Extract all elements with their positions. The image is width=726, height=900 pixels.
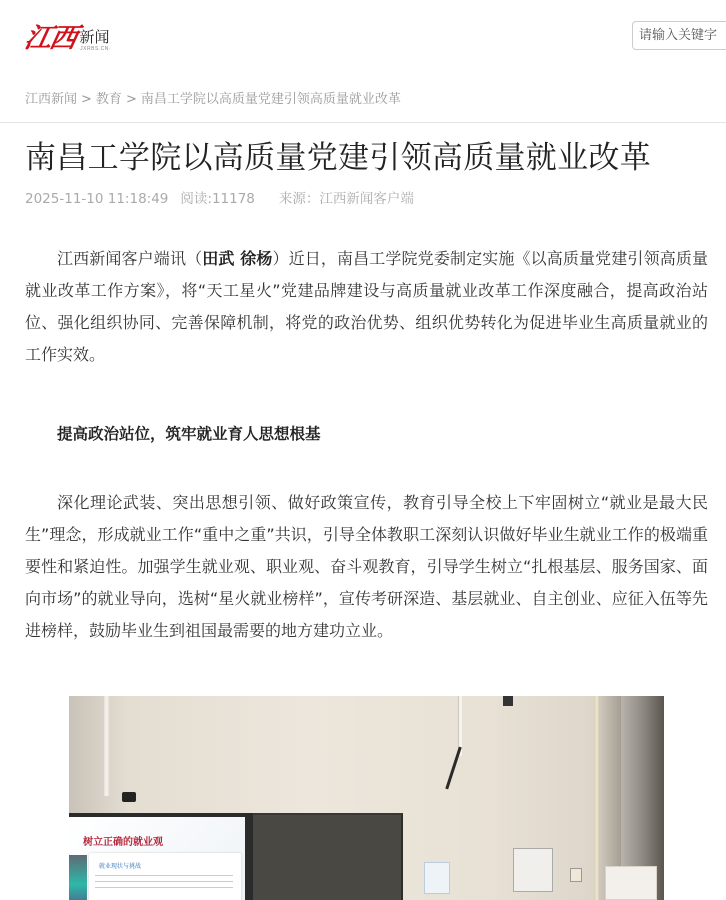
logo-mark: 江西 [21,23,79,54]
slide-image [69,855,87,900]
photo-vertical-pipe [594,696,600,900]
breadcrumb-home[interactable]: 江西新闻 [25,92,78,107]
photo-display-screen [69,813,253,900]
read-count: 阅读:11178 [180,191,255,207]
photo-sensor [122,792,136,802]
photo-wall-box [513,848,553,892]
breadcrumb-current: 南昌工学院以高质量党建引领高质量就业改革 [140,92,401,107]
photo-cabinet [605,866,657,900]
article-source: 来源：江西新闻客户端 [278,191,414,207]
article-paragraph-1 [25,243,708,371]
search-input[interactable] [632,21,726,50]
article-meta [25,189,414,209]
breadcrumb-separator: > [81,92,92,107]
breadcrumb [25,90,401,110]
site-logo[interactable] [21,18,112,54]
photo-sign [424,862,450,894]
article-subheading: 提高政治站位，筑牢就业育人思想根基 [57,425,321,443]
slide-subtitle: 就业现状与挑战 [99,863,142,870]
author-names: 田武 徐杨 [202,249,273,268]
site-header [0,0,726,75]
photo-camera [503,696,513,706]
logo-text: 新闻 [79,28,110,46]
slide-title: 树立正确的就业观 [83,837,163,848]
photo-wall-pipe [104,696,110,796]
breadcrumb-education[interactable]: 教育 [95,92,122,107]
photo-blackboard [253,813,403,900]
slide-card [89,853,241,900]
paragraph-body: ）近日，南昌工学院党委制定实施《以高质量党建引领高质量就业改革工作方案》，将“天工星火”党建品牌建设与高质量就业改革工作深度融合，提高政治站位、强化组织协同、完善保障机制，将党的政治优势、组织优势转化为促进毕业生高质量就业的工作实效。 [25,249,708,364]
photo-outlet [570,868,582,882]
photo-cable-end [445,747,461,790]
article-paragraph-2: 深化理论武装、突出思想引领、做好政策宣传，教育引导全校上下牢固树立“就业是最大民生”理念，形成就业工作“重中之重”共识，引导全体教职工深刻认识做好毕业生就业工作的极端重要性和紧迫性。加强学生就业观、职业观、奋斗观教育，引导学生树立“扎根基层、服务国家、面向市场”的就业导向，选树“星火就业榜样”，宣传考研深造、基层就业、自主创业、应征入伍等先进榜样，鼓励毕业生到祖国最需要的地方建功立业。 [25,493,708,640]
article-title: 南昌工学院以高质量党建引领高质量就业改革 [25,140,651,176]
logo-text-wrap [78,29,111,52]
photo-slide [69,817,245,900]
slide-text-lines [95,875,233,893]
article-photo [69,696,664,900]
logo-domain: ·JXRBS.CN· [78,46,112,52]
publish-datetime: 2025-11-10 11:18:49 [25,191,169,207]
header-divider [0,122,726,123]
breadcrumb-separator: > [125,92,137,107]
paragraph-lead: 江西新闻客户端讯（ [57,249,203,268]
